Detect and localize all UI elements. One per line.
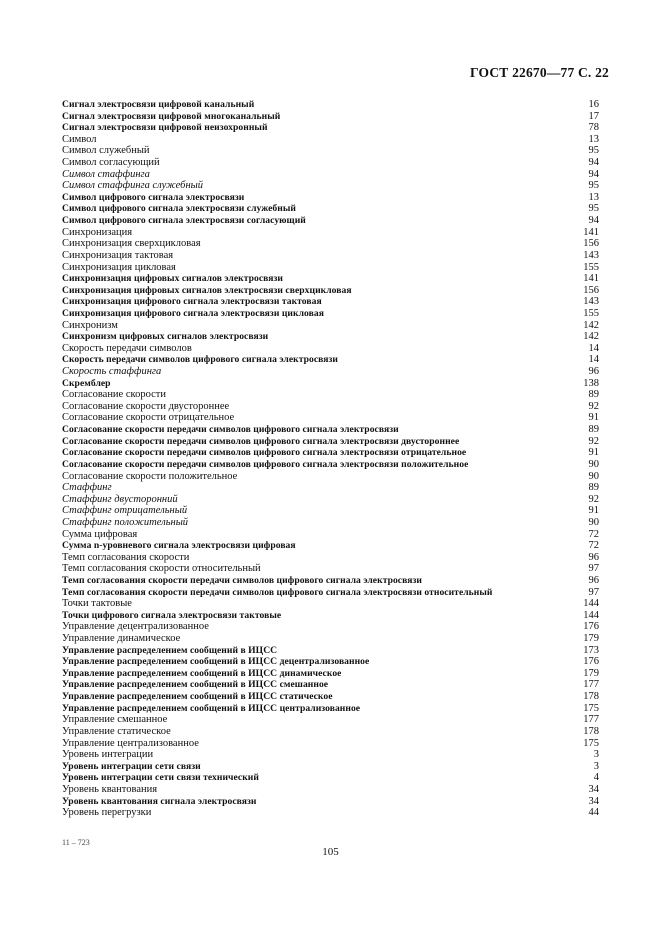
index-entry [62, 505, 599, 517]
index-entry [62, 772, 599, 784]
index-page-ref: 175 [583, 737, 599, 749]
index-term: Управление динамическое [62, 633, 181, 645]
index-entry [62, 401, 599, 413]
index-entry [62, 285, 599, 297]
index-entry [62, 227, 599, 239]
index-term: Уровень квантования [62, 783, 158, 795]
index-page-ref: 94 [588, 157, 599, 169]
index-term: Скремблер [62, 377, 111, 389]
index-term: Темп согласования скорости передачи символов цифрового сигнала электросвязи относительный [62, 586, 493, 598]
footer-code: 11 – 723 [62, 838, 90, 847]
index-term: Управление распределением сообщений в ИЦСС децентрализованное [62, 656, 370, 668]
index-entry [62, 331, 599, 343]
index-page-ref: 96 [588, 366, 599, 378]
index-term: Синхронизм [62, 319, 118, 331]
index-entry [62, 436, 599, 448]
index-term: Стаффинг отрицательный [62, 505, 188, 517]
page-header-title: ГОСТ 22670—77 С. 22 [470, 65, 609, 80]
index-term: Согласование скорости передачи символов цифрового сигнала электросвязи двустороннее [62, 435, 460, 447]
index-entry [62, 447, 599, 459]
index-term: Уровень перегрузки [62, 807, 152, 819]
index-page-ref: 34 [588, 795, 599, 807]
index-page-ref: 92 [588, 435, 599, 447]
index-entry [62, 320, 599, 332]
index-page-ref: 97 [588, 586, 599, 598]
index-entry [62, 656, 599, 668]
index-term: Управление распределением сообщений в ИЦСС [62, 644, 278, 656]
index-entry [62, 459, 599, 471]
index-entry [62, 389, 599, 401]
index-page-ref: 143 [583, 249, 599, 261]
index-entry [62, 598, 599, 610]
index-term: Точки цифрового сигнала электросвязи тактовые [62, 609, 282, 621]
index-term: Согласование скорости передачи символов цифрового сигнала электросвязи отрицательное [62, 447, 467, 459]
index-page-ref: 3 [593, 749, 599, 761]
index-entry [62, 169, 599, 181]
index-term: Сигнал электросвязи цифровой многоканальный [62, 110, 281, 122]
index-entry [62, 378, 599, 390]
index-entry [62, 296, 599, 308]
index-term: Уровень интеграции сети связи [62, 760, 201, 772]
index-term: Управление распределением сообщений в ИЦСС смешанное [62, 679, 329, 691]
index-page-ref: 177 [583, 714, 599, 726]
index-page-ref: 3 [593, 760, 599, 772]
index-entry [62, 250, 599, 262]
index-page-ref: 4 [593, 772, 599, 784]
index-page-ref: 89 [588, 482, 599, 494]
index-entry [62, 540, 599, 552]
index-page-ref: 141 [583, 273, 599, 285]
index-entry [62, 703, 599, 715]
index-term: Символ цифрового сигнала электросвязи [62, 191, 245, 203]
index-page-ref: 142 [583, 331, 599, 343]
index-entry [62, 122, 599, 134]
page-number: 105 [322, 846, 339, 858]
index-term: Синхронизация цикловая [62, 261, 176, 273]
index-entry [62, 157, 599, 169]
index-page-ref: 95 [588, 145, 599, 157]
index-page-ref: 156 [583, 238, 599, 250]
index-page-ref: 34 [588, 783, 599, 795]
index-page-ref: 143 [583, 296, 599, 308]
index-page-ref: 96 [588, 574, 599, 586]
index-term: Управление статическое [62, 725, 171, 737]
index-entry [62, 354, 599, 366]
index-page-ref: 72 [588, 540, 599, 552]
index-entry [62, 203, 599, 215]
index-page-ref: 16 [588, 99, 599, 110]
index-entry [62, 494, 599, 506]
index-entry [62, 610, 599, 622]
index-entry [62, 412, 599, 424]
index-term: Согласование скорости передачи символов цифрового сигнала электросвязи [62, 424, 399, 436]
index-page-ref: 144 [583, 609, 599, 621]
index-page-ref: 91 [588, 447, 599, 459]
index-term: Сумма цифровая [62, 528, 138, 540]
index-term: Скорость стаффинга [62, 366, 162, 378]
index-entry [62, 552, 599, 564]
index-page-ref: 155 [583, 307, 599, 319]
index-page-ref: 92 [588, 400, 599, 412]
index-term: Символ согласующий [62, 157, 160, 169]
index-page-ref: 178 [583, 691, 599, 703]
index-page-ref: 72 [588, 528, 599, 540]
index-term: Согласование скорости положительное [62, 470, 238, 482]
index-term: Уровень квантования сигнала электросвязи [62, 795, 257, 807]
index-page-ref: 91 [588, 412, 599, 424]
index-page-ref: 92 [588, 493, 599, 505]
index-entry [62, 99, 599, 111]
index-entry [62, 575, 599, 587]
index-entry [62, 668, 599, 680]
index-term: Темп согласования скорости относительный [62, 563, 261, 575]
index-term: Символ служебный [62, 145, 150, 157]
index-entry [62, 180, 599, 192]
index-entry [62, 761, 599, 773]
index-term: Управление распределением сообщений в ИЦСС статическое [62, 691, 333, 703]
index-entry [62, 273, 599, 285]
index-term: Символ [62, 133, 97, 145]
index-page-ref: 96 [588, 551, 599, 563]
index-page-ref: 97 [588, 563, 599, 575]
index-page-ref: 95 [588, 180, 599, 192]
index-term: Синхронизация цифрового сигнала электросвязи цикловая [62, 307, 324, 319]
index-page-ref: 175 [583, 702, 599, 714]
index-page-ref: 177 [583, 679, 599, 691]
index-page-ref: 94 [588, 215, 599, 227]
index-entry [62, 111, 599, 123]
index-page-ref: 156 [583, 284, 599, 296]
index-page-ref: 13 [588, 191, 599, 203]
index-page-ref: 89 [588, 389, 599, 401]
index-page-ref: 176 [583, 621, 599, 633]
index-entry [62, 262, 599, 274]
index-term: Управление распределением сообщений в ИЦСС централизованное [62, 702, 361, 714]
index-entry [62, 215, 599, 227]
index-term: Синхронизация сверхцикловая [62, 238, 201, 250]
index-term: Синхронизация цифрового сигнала электросвязи тактовая [62, 296, 322, 308]
index-term: Синхронизм цифровых сигналов электросвязи [62, 331, 269, 343]
index-term: Символ цифрового сигнала электросвязи служебный [62, 203, 296, 215]
index-entry [62, 192, 599, 204]
index-term: Согласование скорости двустороннее [62, 400, 230, 412]
index-term: Стаффинг двусторонний [62, 493, 178, 505]
index-page-ref: 176 [583, 656, 599, 668]
index-term: Сигнал электросвязи цифровой канальный [62, 99, 255, 110]
index-entry [62, 424, 599, 436]
index-term: Управление централизованное [62, 737, 199, 749]
index-page-ref: 14 [588, 354, 599, 366]
index-page-ref: 13 [588, 133, 599, 145]
index-page-ref: 179 [583, 633, 599, 645]
index-entry [62, 482, 599, 494]
index-entry [62, 796, 599, 808]
index-term: Синхронизация цифровых сигналов электросвязи сверхцикловая [62, 284, 352, 296]
index-term: Согласование скорости отрицательное [62, 412, 235, 424]
index-term: Символ цифрового сигнала электросвязи согласующий [62, 215, 306, 227]
index-entry [62, 738, 599, 750]
index-page-ref: 14 [588, 342, 599, 354]
index-entry [62, 471, 599, 483]
index-entry [62, 807, 599, 819]
index-page-ref: 90 [588, 470, 599, 482]
index-entry [62, 679, 599, 691]
index-term: Уровень интеграции сети связи технический [62, 772, 259, 784]
index-term: Уровень интеграции [62, 749, 154, 761]
index-page-ref: 155 [583, 261, 599, 273]
index-page-ref: 90 [588, 516, 599, 528]
index-term: Скорость передачи символов [62, 342, 192, 354]
index-entry [62, 749, 599, 761]
index-term: Скорость передачи символов цифрового сигнала электросвязи [62, 354, 338, 366]
index-page-ref: 178 [583, 725, 599, 737]
index-page-ref: 78 [588, 122, 599, 134]
index-page-ref: 17 [588, 110, 599, 122]
index-entry [62, 517, 599, 529]
index-list [62, 99, 599, 819]
index-page-ref: 89 [588, 424, 599, 436]
index-page-ref: 91 [588, 505, 599, 517]
index-term: Темп согласования скорости [62, 551, 190, 563]
index-entry [62, 726, 599, 738]
index-term: Точки тактовые [62, 598, 132, 610]
index-term: Стаффинг положительный [62, 516, 189, 528]
index-entry [62, 633, 599, 645]
index-term: Сигнал электросвязи цифровой неизохронный [62, 122, 268, 134]
index-term: Синхронизация [62, 226, 133, 238]
index-page-ref: 144 [583, 598, 599, 610]
index-entry [62, 563, 599, 575]
index-entry [62, 784, 599, 796]
index-page-ref: 179 [583, 667, 599, 679]
index-entry [62, 145, 599, 157]
index-term: Символ стаффинга служебный [62, 180, 204, 192]
index-term: Синхронизация тактовая [62, 249, 174, 261]
index-entry [62, 529, 599, 541]
index-page-ref: 44 [588, 807, 599, 819]
index-entry [62, 343, 599, 355]
index-entry [62, 714, 599, 726]
index-term: Темп согласования скорости передачи символов цифрового сигнала электросвязи [62, 574, 422, 586]
index-term: Символ стаффинга [62, 168, 150, 180]
index-entry [62, 621, 599, 633]
index-term: Управление смешанное [62, 714, 168, 726]
index-entry [62, 366, 599, 378]
index-page-ref: 138 [583, 377, 599, 389]
index-entry [62, 645, 599, 657]
index-entry [62, 134, 599, 146]
index-entry [62, 238, 599, 250]
index-term: Стаффинг [62, 482, 112, 494]
index-page-ref: 142 [583, 319, 599, 331]
index-term: Управление распределением сообщений в ИЦСС динамическое [62, 667, 342, 679]
index-page-ref: 90 [588, 458, 599, 470]
index-page-ref: 141 [583, 226, 599, 238]
index-entry [62, 308, 599, 320]
index-page-ref: 94 [588, 168, 599, 180]
index-term: Управление децентрализованное [62, 621, 209, 633]
index-term: Сумма n-уровневого сигнала электросвязи цифровая [62, 540, 296, 552]
index-term: Согласование скорости [62, 389, 166, 401]
index-page-ref: 95 [588, 203, 599, 215]
index-term: Синхронизация цифровых сигналов электросвязи [62, 273, 283, 285]
index-entry [62, 587, 599, 599]
index-term: Согласование скорости передачи символов цифрового сигнала электросвязи положительное [62, 458, 469, 470]
index-entry [62, 691, 599, 703]
index-page-ref: 173 [583, 644, 599, 656]
